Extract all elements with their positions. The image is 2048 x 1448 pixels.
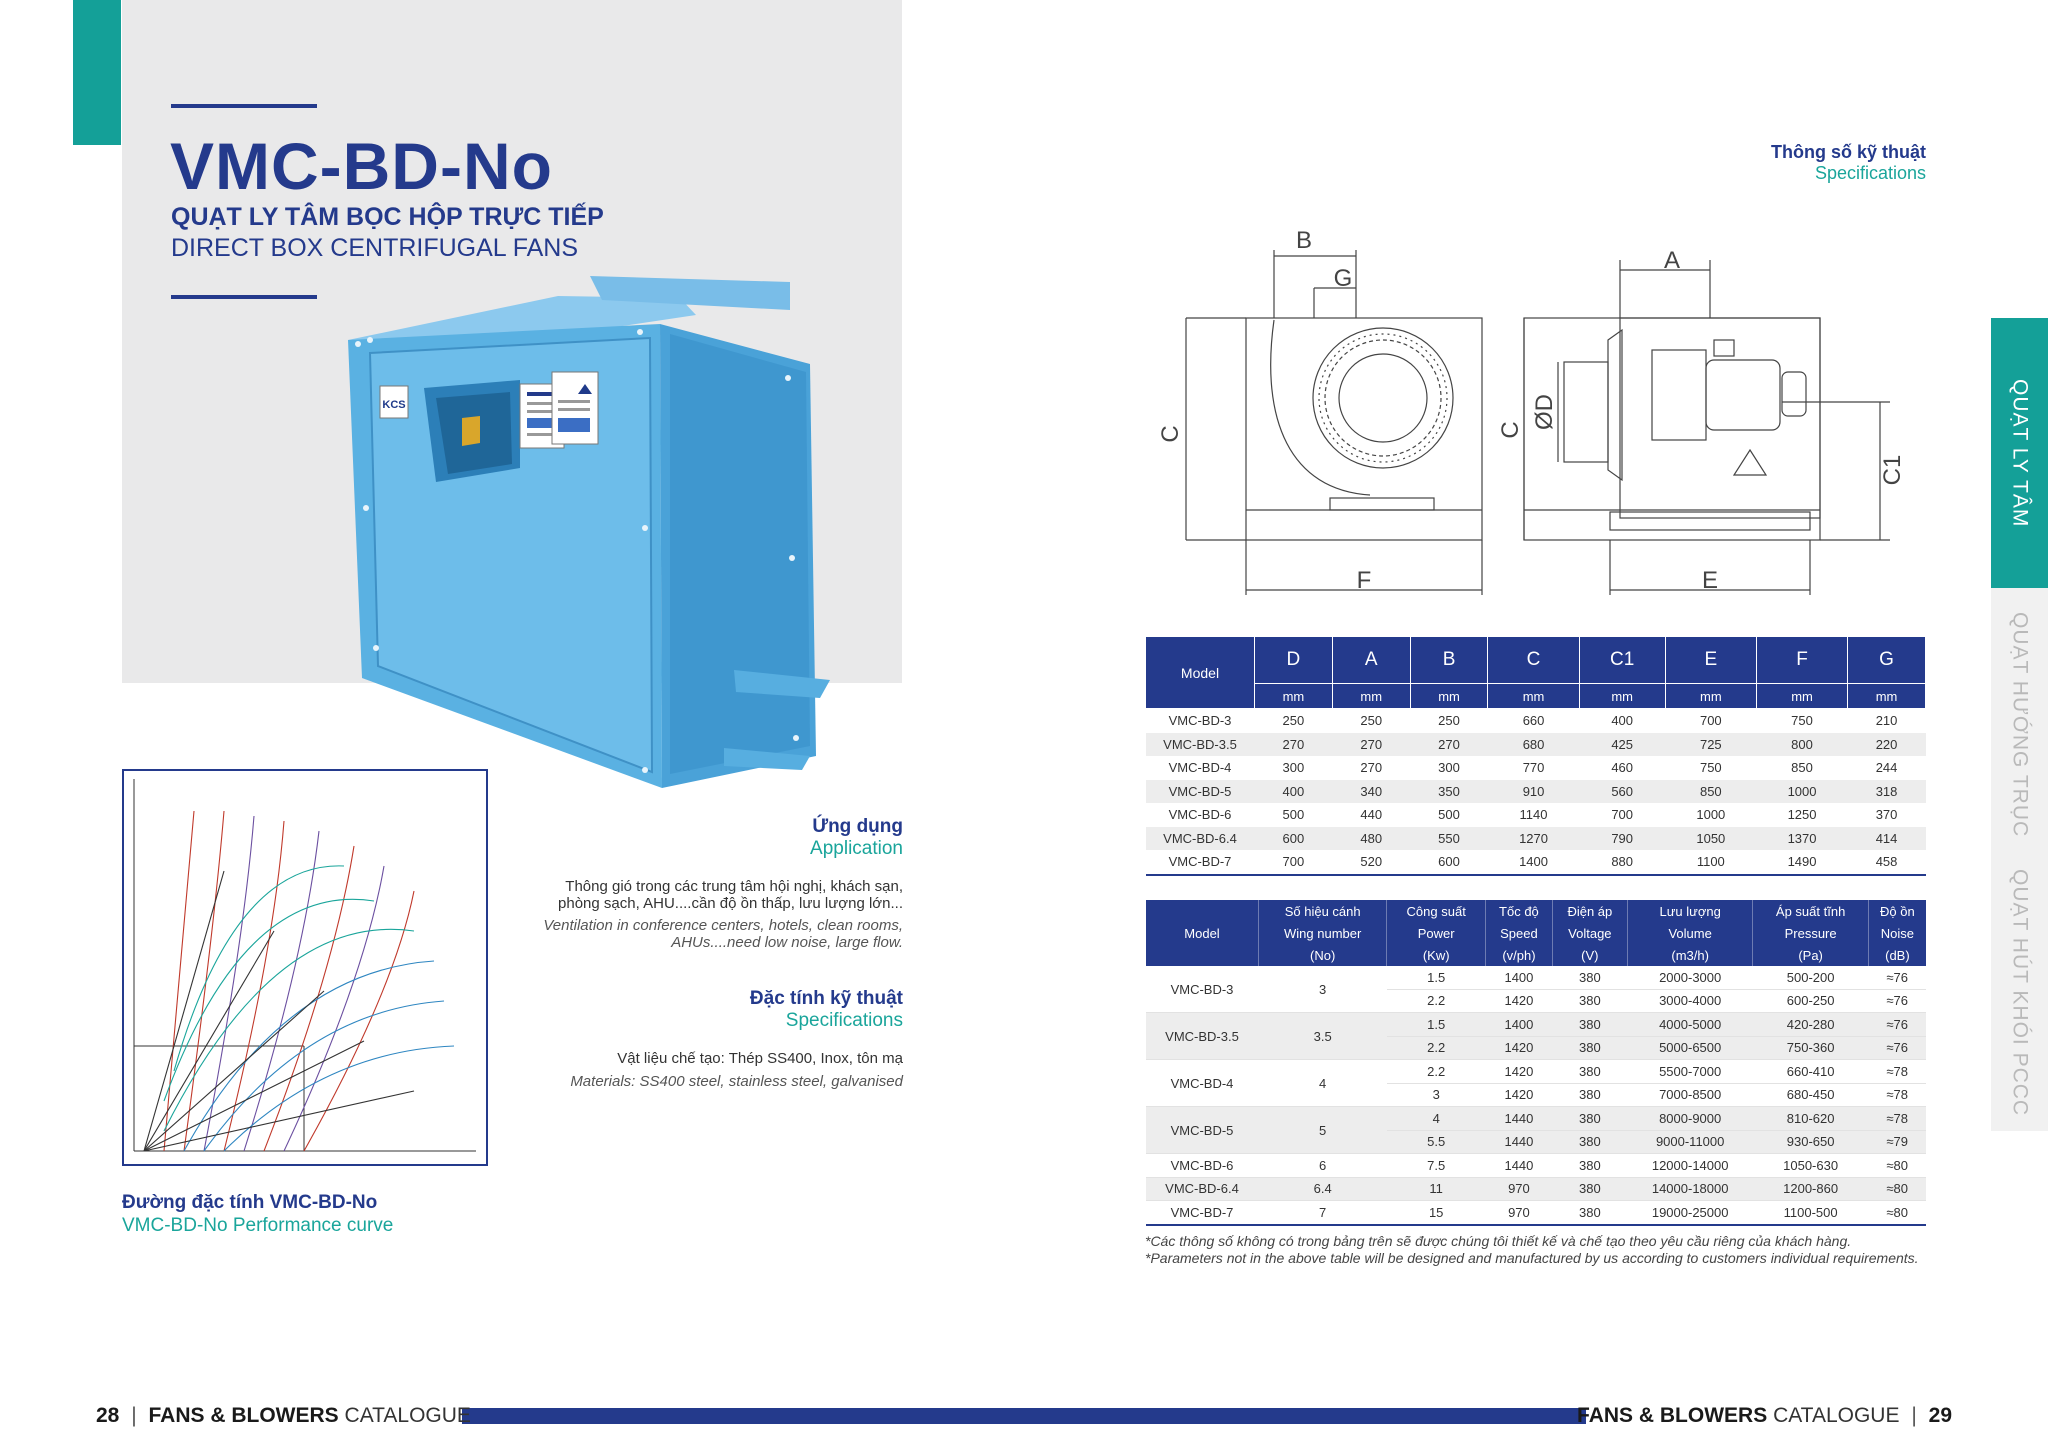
specs-text-en: Materials: SS400 steel, stainless steel, galvanised — [570, 1073, 903, 1090]
perf-cell: 380 — [1552, 1060, 1627, 1084]
model-cell: VMC-BD-5 — [1146, 1107, 1259, 1154]
dimension-table — [1145, 636, 1926, 876]
dim-cell: 400 — [1255, 780, 1333, 804]
table-row — [1146, 756, 1926, 780]
footer-brand-bold: FANS & BLOWERS — [148, 1404, 339, 1427]
side-tab-axial[interactable] — [1991, 600, 2048, 850]
table-row — [1146, 780, 1926, 804]
dim-cell: 600 — [1410, 850, 1488, 875]
perf-header-en: Wing number — [1259, 922, 1387, 944]
side-tab-centrifugal[interactable] — [1991, 318, 2048, 588]
dim-cell: 1370 — [1756, 827, 1847, 851]
perf-header-en: Power — [1387, 922, 1486, 944]
dim-cell: 790 — [1579, 827, 1665, 851]
model-cell: VMC-BD-3.5 — [1146, 733, 1255, 757]
table-row — [1146, 1154, 1927, 1178]
perf-cell: 380 — [1552, 1013, 1627, 1037]
perf-header-vn: Số hiệu cánh — [1259, 900, 1387, 922]
perf-cell: 380 — [1552, 1083, 1627, 1107]
curve-title-en: VMC-BD-No Performance curve — [122, 1215, 394, 1236]
dim-header-col: F — [1756, 637, 1847, 684]
fan-product-image — [340, 268, 840, 808]
model-cell: VMC-BD-4 — [1146, 1060, 1259, 1107]
dim-unit: mm — [1579, 684, 1665, 709]
perf-cell: 750-360 — [1753, 1036, 1868, 1060]
dim-cell: 270 — [1360, 760, 1383, 776]
dim-cell: 1490 — [1756, 850, 1847, 875]
dim-cell: 340 — [1332, 780, 1410, 804]
wing-cell: 5 — [1259, 1107, 1387, 1154]
wing-cell: 6.4 — [1259, 1177, 1387, 1201]
dim-header-col: B — [1410, 637, 1488, 684]
perf-cell: 1050-630 — [1753, 1154, 1868, 1178]
perf-header-unit: (m3/h) — [1627, 944, 1753, 966]
dim-cell: 414 — [1848, 827, 1926, 851]
dim-cell: 910 — [1488, 780, 1579, 804]
model-cell: VMC-BD-7 — [1146, 1201, 1259, 1225]
dim-label-phi-d: ØD — [1531, 394, 1558, 430]
perf-cell: 380 — [1552, 1107, 1627, 1131]
dim-cell: 1400 — [1488, 850, 1579, 875]
dim-cell: 750 — [1791, 713, 1813, 729]
application-heading-vn: Ứng dụng — [812, 816, 903, 837]
model-cell: VMC-BD-4 — [1168, 760, 1232, 776]
wing-cell: 3.5 — [1259, 1013, 1387, 1060]
dim-cell: 270 — [1332, 733, 1410, 757]
wing-cell: 7 — [1259, 1201, 1387, 1225]
perf-header-en: Pressure — [1753, 922, 1868, 944]
dim-label-b: B — [1295, 227, 1313, 254]
side-tab-label: QUẠT HÚT KHÓI PCCC — [2008, 868, 2032, 1117]
specs-right-heading-en: Specifications — [1814, 163, 1926, 183]
perf-cell: 1400 — [1486, 966, 1553, 989]
dim-cell: 270 — [1410, 733, 1488, 757]
specs-text-vn: Vật liệu chế tạo: Thép SS400, Inox, tôn mạ — [617, 1050, 903, 1067]
model-cell: VMC-BD-7 — [1146, 850, 1255, 875]
application-text-vn-1: Thông gió trong các trung tâm hội nghị, khách sạn, — [565, 878, 903, 895]
perf-cell: ≈78 — [1868, 1083, 1926, 1107]
footer-sep: | — [131, 1404, 137, 1427]
perf-cell: 380 — [1552, 1036, 1627, 1060]
perf-cell: 12000-14000 — [1627, 1154, 1753, 1178]
dim-label-c1: C1 — [1879, 454, 1906, 486]
perf-cell: ≈76 — [1868, 1013, 1926, 1037]
teal-corner-tab — [73, 0, 121, 145]
dim-cell: 1140 — [1519, 807, 1548, 823]
dim-label-a: A — [1663, 247, 1681, 274]
dim-cell: 1250 — [1787, 807, 1817, 823]
perf-header-unit: (No) — [1259, 944, 1387, 966]
dim-unit: mm — [1756, 684, 1847, 709]
perf-cell: 380 — [1552, 989, 1627, 1013]
specs-heading-en: Specifications — [785, 1010, 903, 1031]
footer-brand-light: CATALOGUE — [1773, 1404, 1900, 1427]
dim-cell: 300 — [1438, 760, 1460, 776]
table-row — [1146, 850, 1926, 875]
perf-header-unit: (v/ph) — [1486, 944, 1553, 966]
perf-header-vn: Điện áp — [1552, 900, 1627, 922]
note-en: *Parameters not in the above table will be designed and manufactured by us according to customers individual requirements. — [1145, 1250, 1919, 1266]
perf-cell: 970 — [1486, 1201, 1553, 1225]
perf-cell: 3 — [1387, 1083, 1486, 1107]
dim-cell: 770 — [1522, 760, 1545, 776]
dim-cell: 680 — [1488, 733, 1579, 757]
perf-cell: 1420 — [1486, 1083, 1553, 1107]
perf-cell: 8000-9000 — [1627, 1107, 1753, 1131]
wing-cell: 4 — [1259, 1060, 1387, 1107]
dim-unit: mm — [1665, 684, 1756, 709]
performance-curve-chart — [122, 769, 488, 1166]
model-cell: VMC-BD-3 — [1146, 966, 1259, 1013]
performance-table — [1145, 900, 1926, 1226]
dim-cell: 700 — [1699, 713, 1722, 729]
perf-header-unit: (dB) — [1868, 944, 1926, 966]
model-cell: VMC-BD-3.5 — [1146, 1013, 1259, 1060]
dim-cell: 270 — [1255, 733, 1333, 757]
perf-header-unit: (V) — [1552, 944, 1627, 966]
perf-cell: 14000-18000 — [1627, 1177, 1753, 1201]
model-cell: VMC-BD-6.4 — [1146, 1177, 1259, 1201]
dim-cell: 350 — [1410, 780, 1488, 804]
perf-cell: ≈80 — [1868, 1177, 1926, 1201]
perf-header-en: Voltage — [1552, 922, 1627, 944]
dim-cell: 800 — [1756, 733, 1847, 757]
perf-cell: 7000-8500 — [1627, 1083, 1753, 1107]
dim-cell: 300 — [1282, 760, 1305, 776]
perf-cell: ≈76 — [1868, 966, 1926, 989]
dim-unit: mm — [1848, 684, 1926, 709]
perf-cell: ≈76 — [1868, 989, 1926, 1013]
dim-cell: 370 — [1875, 807, 1898, 823]
perf-cell: 5000-6500 — [1627, 1036, 1753, 1060]
perf-cell: 5500-7000 — [1627, 1060, 1753, 1084]
perf-cell: 420-280 — [1753, 1013, 1868, 1037]
dim-cell: 1100 — [1665, 850, 1756, 875]
footer-left — [96, 1404, 471, 1428]
perf-cell: 380 — [1552, 1154, 1627, 1178]
page-number-right: 29 — [1928, 1404, 1952, 1427]
footer-sep: | — [1911, 1404, 1917, 1427]
footer-brand-bold: FANS & BLOWERS — [1577, 1404, 1768, 1427]
perf-cell: 930-650 — [1753, 1130, 1868, 1154]
application-text-en-2: AHUs....need low noise, large flow. — [671, 934, 903, 951]
dim-cell: 880 — [1579, 850, 1665, 875]
dim-header-col: D — [1255, 637, 1333, 684]
perf-header-en: Speed — [1486, 922, 1553, 944]
perf-cell: 1.5 — [1387, 966, 1486, 989]
dim-cell: 850 — [1791, 760, 1813, 776]
dim-unit: mm — [1488, 684, 1579, 709]
side-tab-label: QUẠT HƯỚNG TRỤC — [2008, 612, 2032, 838]
side-tab-label: QUẠT LY TÂM — [2008, 378, 2032, 528]
perf-header-model: Model — [1146, 900, 1259, 966]
footer-brand-light: CATALOGUE — [344, 1404, 471, 1427]
table-row — [1146, 1060, 1927, 1084]
model-cell: VMC-BD-6 — [1146, 1154, 1259, 1178]
dim-cell: 480 — [1332, 827, 1410, 851]
perf-cell: 600-250 — [1753, 989, 1868, 1013]
dim-cell: 244 — [1875, 760, 1898, 776]
perf-cell: 19000-25000 — [1627, 1201, 1753, 1225]
wing-cell: 3 — [1259, 966, 1387, 1013]
dim-label-c-right: C — [1497, 421, 1524, 439]
dim-cell: 318 — [1848, 780, 1926, 804]
table-row — [1146, 827, 1926, 851]
footer-bar — [462, 1408, 1586, 1424]
subtitle-en: DIRECT BOX CENTRIFUGAL FANS — [171, 234, 579, 262]
dim-cell: 1270 — [1488, 827, 1579, 851]
perf-cell: 380 — [1552, 1201, 1627, 1225]
perf-header-vn: Áp suất tĩnh — [1753, 900, 1868, 922]
dim-unit: mm — [1332, 684, 1410, 709]
performance-curve-graphic — [124, 771, 486, 1164]
perf-cell: 1440 — [1486, 1154, 1553, 1178]
model-cell: VMC-BD-5 — [1146, 780, 1255, 804]
dim-cell: 500 — [1282, 807, 1305, 823]
table-row — [1146, 966, 1927, 989]
specs-right-heading-vn: Thông số kỹ thuật — [1771, 142, 1926, 162]
dim-cell: 560 — [1579, 780, 1665, 804]
table-row — [1146, 1177, 1927, 1201]
table-row — [1146, 709, 1926, 733]
dim-cell: 725 — [1665, 733, 1756, 757]
dim-cell: 1050 — [1665, 827, 1756, 851]
table-row — [1146, 1013, 1927, 1037]
perf-cell: 1420 — [1486, 1060, 1553, 1084]
perf-cell: 5.5 — [1387, 1130, 1486, 1154]
perf-cell: ≈76 — [1868, 1036, 1926, 1060]
dim-cell: 1000 — [1696, 807, 1726, 823]
perf-header-vn: Tốc độ — [1486, 900, 1553, 922]
perf-header-unit: (Kw) — [1387, 944, 1486, 966]
perf-cell: 2.2 — [1387, 1060, 1486, 1084]
perf-cell: 11 — [1387, 1177, 1486, 1201]
model-cell: VMC-BD-6.4 — [1146, 827, 1255, 851]
dim-cell: 440 — [1360, 807, 1383, 823]
side-tab-smoke[interactable] — [1991, 860, 2048, 1125]
table-row — [1146, 803, 1926, 827]
model-cell: VMC-BD-6 — [1168, 807, 1232, 823]
dim-label-f: F — [1356, 567, 1372, 594]
wing-cell: 6 — [1259, 1154, 1387, 1178]
dim-label-e: E — [1701, 567, 1719, 594]
perf-cell: 4 — [1387, 1107, 1486, 1131]
perf-header-en: Noise — [1868, 922, 1926, 944]
dim-label-c-left: C — [1157, 425, 1184, 443]
perf-cell: 4000-5000 — [1627, 1013, 1753, 1037]
application-text-en-1: Ventilation in conference centers, hotels, clean rooms, — [543, 917, 903, 934]
perf-cell: 1440 — [1486, 1107, 1553, 1131]
perf-cell: ≈80 — [1868, 1154, 1926, 1178]
perf-cell: 9000-11000 — [1627, 1130, 1753, 1154]
dim-cell: 458 — [1848, 850, 1926, 875]
dim-header-model: Model — [1146, 637, 1255, 709]
perf-cell: 7.5 — [1387, 1154, 1486, 1178]
dim-cell: 660 — [1522, 713, 1545, 729]
dim-header-col: A — [1332, 637, 1410, 684]
table-row — [1146, 733, 1926, 757]
dim-header-col: C1 — [1579, 637, 1665, 684]
perf-cell: 2.2 — [1387, 1036, 1486, 1060]
perf-cell: 1420 — [1486, 1036, 1553, 1060]
dim-header-col: E — [1665, 637, 1756, 684]
curve-title-vn: Đường đặc tính VMC-BD-No — [122, 1192, 378, 1213]
perf-header-unit: (Pa) — [1753, 944, 1868, 966]
dim-cell: 550 — [1410, 827, 1488, 851]
note-vn: *Các thông số không có trong bảng trên sẽ được chúng tôi thiết kế và chế tạo theo yêu cầu riêng của khách hàng. — [1145, 1233, 1852, 1249]
perf-cell: 1420 — [1486, 989, 1553, 1013]
dim-label-g: G — [1333, 265, 1353, 292]
perf-cell: 1440 — [1486, 1130, 1553, 1154]
perf-cell: 810-620 — [1753, 1107, 1868, 1131]
application-text-vn-2: phòng sạch, AHU....cần độ ồn thấp, lưu lượng lớn... — [558, 895, 903, 912]
dim-cell: 400 — [1611, 713, 1634, 729]
perf-cell: 380 — [1552, 1130, 1627, 1154]
perf-header-vn: Lưu lượng — [1627, 900, 1753, 922]
perf-cell: 1200-860 — [1753, 1177, 1868, 1201]
perf-header-en: Volume — [1627, 922, 1753, 944]
dim-cell: 220 — [1848, 733, 1926, 757]
specs-heading-vn: Đặc tính kỹ thuật — [749, 988, 903, 1009]
perf-cell: 970 — [1486, 1177, 1553, 1201]
perf-header-vn: Độ ồn — [1868, 900, 1926, 922]
perf-cell: 500-200 — [1753, 966, 1868, 989]
dim-header-col: C — [1488, 637, 1579, 684]
perf-cell: 660-410 — [1753, 1060, 1868, 1084]
application-heading-en: Application — [810, 838, 903, 859]
dimension-drawing — [1157, 220, 1910, 605]
dim-cell: 700 — [1255, 850, 1333, 875]
perf-cell: 380 — [1552, 966, 1627, 989]
dim-cell: 500 — [1438, 807, 1460, 823]
dim-header-col: G — [1848, 637, 1926, 684]
page-number-left: 28 — [96, 1404, 120, 1427]
dim-cell: 750 — [1699, 760, 1722, 776]
perf-cell: 1100-500 — [1753, 1201, 1868, 1225]
perf-cell: ≈78 — [1868, 1107, 1926, 1131]
dim-cell: 250 — [1438, 713, 1460, 729]
perf-cell: 3000-4000 — [1627, 989, 1753, 1013]
dim-cell: 1000 — [1756, 780, 1847, 804]
subtitle-vn: QUẠT LY TÂM BỌC HỘP TRỰC TIẾP — [171, 203, 604, 231]
dim-cell: 850 — [1665, 780, 1756, 804]
perf-cell: 15 — [1387, 1201, 1486, 1225]
dim-unit: mm — [1255, 684, 1333, 709]
table-row — [1146, 1201, 1927, 1225]
title-rule-top — [171, 104, 317, 108]
model-cell: VMC-BD-3 — [1168, 713, 1232, 729]
perf-cell: ≈79 — [1868, 1130, 1926, 1154]
perf-cell: 1.5 — [1387, 1013, 1486, 1037]
perf-cell: ≈80 — [1868, 1201, 1926, 1225]
table-note — [1145, 1233, 1926, 1267]
table-row — [1146, 1107, 1927, 1131]
dim-unit: mm — [1410, 684, 1488, 709]
dim-cell: 210 — [1875, 713, 1898, 729]
title-rule-bottom — [171, 295, 317, 299]
perf-cell: 2.2 — [1387, 989, 1486, 1013]
dim-cell: 600 — [1255, 827, 1333, 851]
perf-cell: 380 — [1552, 1177, 1627, 1201]
footer-right — [1577, 1404, 1952, 1428]
perf-cell: 1400 — [1486, 1013, 1553, 1037]
dim-cell: 250 — [1360, 713, 1383, 729]
perf-cell: ≈78 — [1868, 1060, 1926, 1084]
dim-cell: 700 — [1611, 807, 1634, 823]
perf-header-vn: Công suất — [1387, 900, 1486, 922]
dim-cell: 460 — [1611, 760, 1634, 776]
dim-cell: 520 — [1332, 850, 1410, 875]
page-title: VMC-BD-No — [170, 129, 553, 203]
dim-cell: 250 — [1282, 713, 1305, 729]
dim-cell: 425 — [1579, 733, 1665, 757]
perf-cell: 680-450 — [1753, 1083, 1868, 1107]
kcs-label: KCS — [382, 399, 406, 411]
perf-cell: 2000-3000 — [1627, 966, 1753, 989]
